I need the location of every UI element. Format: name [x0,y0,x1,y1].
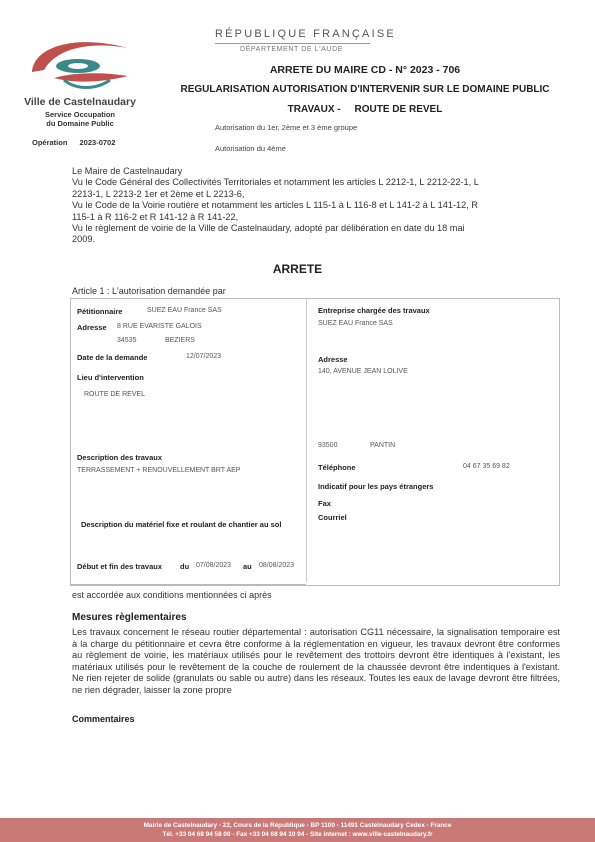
entreprise-adresse-label: Adresse [318,355,348,364]
city-name: Ville de Castelnaudary [24,96,136,108]
date-debut: 07/08/2023 [196,562,232,569]
legal-references [72,166,562,246]
description-value: TERRASSEMENT + RENOUVELLEMENT BRT AEP [77,467,241,474]
authorization-groups: Autorisation du 1er, 2ème et 3 ème groupe [215,123,358,132]
mesures-title: Mesures règlementaires [72,612,187,623]
service-line2: du Domaine Public [46,119,114,128]
dates-label: Début et fin des travaux [77,562,163,571]
du-label: du [180,562,190,571]
entreprise-adresse-value: 140, AVENUE JEAN LOLIVE [318,368,408,375]
operation-label: Opération [32,138,68,147]
entreprise-value: SUEZ EAU France SAS [318,320,393,327]
arrete-number: ARRETE DU MAIRE CD - N° 2023 - 706 [269,64,461,76]
article-1: Article 1 : L'autorisation demandée par [72,286,226,296]
republique-francaise: RÉPUBLIQUE FRANÇAISE [215,28,396,40]
date-demande-value: 12/07/2023 [186,353,222,360]
arrete-heading: ARRETE [272,262,323,276]
vise-line: Vu le Code Général des Collectivités Territoriales et notamment les articles L 2212-1, L 2212-22-1, L [72,177,479,188]
commentaires-title: Commentaires [72,714,135,724]
telephone-label: Téléphone [318,463,356,472]
lieu-value: ROUTE DE REVEL [84,391,146,398]
service-name [22,110,138,128]
city-logo [24,32,136,94]
courriel-label: Courriel [318,513,347,522]
entreprise-city: PANTIN [370,442,396,449]
date-demande-label: Date de la demande [77,353,148,362]
header-divider [215,43,370,44]
vise-line: Le Maire de Castelnaudary [72,166,183,176]
telephone-value: 04 67 35 69 82 [463,463,510,470]
operation-value: 2023-0702 [79,138,116,147]
petitionnaire-label: Pétitionnaire [77,307,123,316]
adresse-value: 8 RUE EVARISTE GALOIS [117,323,202,330]
entreprise-postcode: 93500 [318,442,338,449]
footer [0,818,595,842]
lieu-label: Lieu d'intervention [77,373,144,382]
entreprise-label: Entreprise chargée des travaux [318,306,430,315]
operation-number [32,138,115,147]
adresse-label: Adresse [77,323,107,332]
date-fin: 08/08/2023 [259,562,295,569]
au-label: au [243,562,252,571]
vise-line: Vu le Code de la Voirie routière et notamment les articles L 115-1 à L 116-8 et L 141-2 à L 141-12, R [72,200,479,211]
footer-address: Mairie de Castelnaudary - 22, Cours de la République - BP 1100 - 11491 Castelnaudary Cedex - France [143,822,452,829]
request-form-box [70,298,560,586]
departement: DÉPARTEMENT DE L'AUDE [240,46,344,53]
vise-line: 115-1 à R 116-2 et R 141-12 à R 141-22, [72,211,239,222]
footer-contact: Tél. +33 04 68 94 58 00 - Fax +33 04 68 94 10 94 - Site internet : www.ville-castelnaudary.fr [162,831,433,838]
vise-line: 2009. [72,234,95,245]
authorization-fourth: Autorisation du 4ème [215,144,286,153]
vise-line: Vu le règlement de voirie de la Ville de Castelnaudary, adopté par délibération en date du 18 mai [72,223,465,234]
materiel-label: Description du matériel fixe et roulant de chantier au sol [81,520,282,529]
indicatif-label: Indicatif pour les pays étrangers [318,482,434,491]
adresse-postcode: 34535 [117,337,137,344]
petitionnaire-value: SUEZ EAU France SAS [147,307,222,314]
mesures-text: Les travaux concernent le réseau routier départemental : autorisation CG11 nécessaire, la signalisation temporaire est à la charge du pétitionnaire et cevra être conforme à la réglementation en vigueur, les travaux devront être conformes au règlement de voirie, les matériaux utilisés pour le revêtement des trottoirs devront être identiques à l'existant, les matériaux utilisés pour le revêtement de la couche de roulement de la chaussée devront être indentiques à l'existant. Ne rien rejeter de solide (granulats ou sable ou autre) dans les réseaux. Toutes les eaux de lavage devront être filtrées, ne rien dégrader, laisser la zone propre [72,627,560,695]
form-column-divider [306,298,307,582]
accordee-text: est accordée aux conditions mentionnées ci après [72,590,272,600]
vise-line: 2213-1, L 2213-2 1er et 2ème et L 2213-6, [72,188,245,199]
travaux-location: TRAVAUX - ROUTE DE REVEL [287,104,443,115]
form-bottom-line [70,584,306,585]
service-line1: Service Occupation [44,110,116,119]
description-label: Description des travaux [77,453,163,462]
arrete-subject: REGULARISATION AUTORISATION D'INTERVENIR SUR LE DOMAINE PUBLIC [180,84,550,95]
adresse-city: BEZIERS [165,337,195,344]
fax-label: Fax [318,499,331,508]
